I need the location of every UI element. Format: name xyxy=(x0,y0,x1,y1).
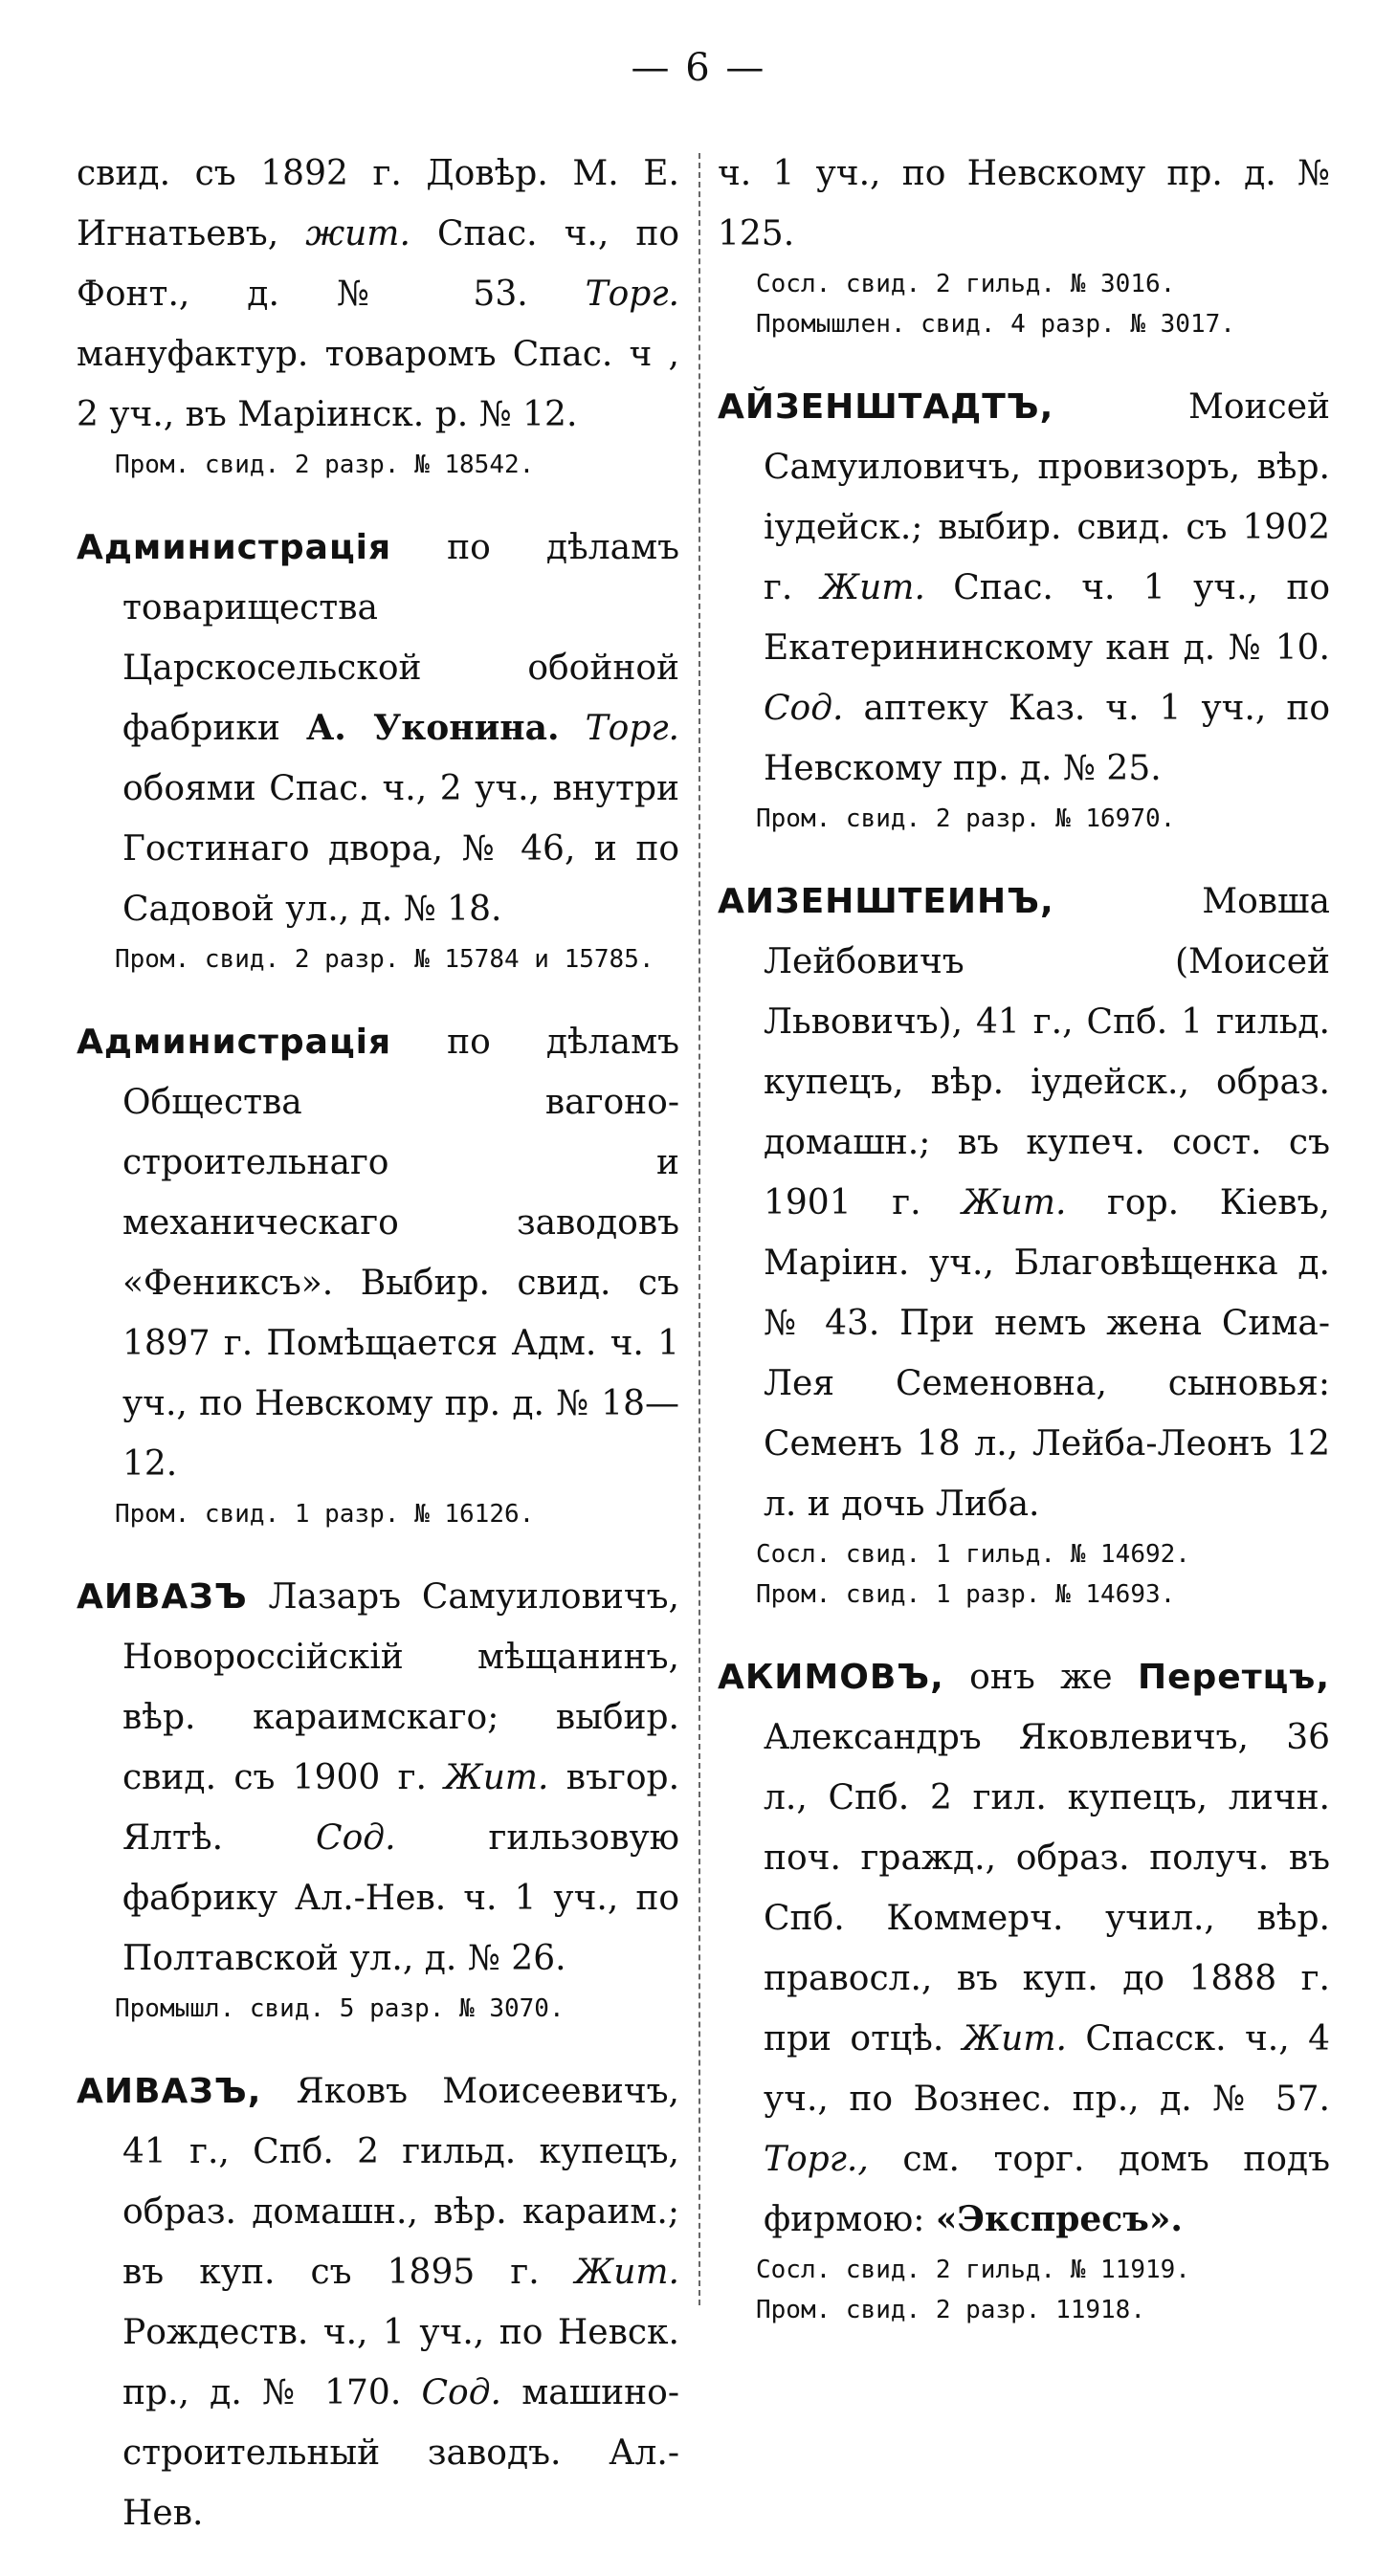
certificate-line: Сосл. свид. 1 гильд. № 14692. xyxy=(756,1540,1190,1569)
entry-aivaz-lazar xyxy=(77,1567,679,2029)
entry-administration-feniks xyxy=(77,1012,679,1534)
entry-headword: Администрація xyxy=(77,528,392,567)
entry-continuation xyxy=(77,143,679,485)
entry-headword: АИВАЗЪ, xyxy=(77,2072,262,2111)
certificate-line: Сосл. свид. 2 гильд. № 11919. xyxy=(756,2256,1190,2284)
entry-text: АИВАЗЪ Лазаръ Самуиловичъ, Новороссійскій мѣщанинъ, вѣр. караимскаго; выбир. свид. съ 1900 г. Жит. въгор. Ялтѣ. Сод. гильзовую фабрику Ал.-Нев. ч. 1 уч., по Полтавской ул., д. № 26. xyxy=(77,1577,680,1978)
entry-headword: Администрація xyxy=(77,1023,392,1062)
entry-text: свид. съ 1892 г. Довѣр. М. Е. Игнатьевъ, жит. Спас. ч., по Фонт., д. № 53. Торг. мануфактур. товаромъ Спас. ч , 2 уч., въ Маріинск. р. № 12. xyxy=(77,154,679,434)
entry-continuation xyxy=(718,143,1330,344)
entry-headword: АИВАЗЪ xyxy=(77,1577,248,1617)
entry-aizenshtadt xyxy=(718,377,1330,839)
certificate-line: Пром. свид. 2 разр. № 15784 и 15785. xyxy=(115,945,654,974)
entry-aivaz-yakov xyxy=(77,2061,679,2543)
entry-aizenshtein xyxy=(718,871,1330,1615)
column-divider xyxy=(698,153,700,2305)
certificate-line: Промышл. свид. 5 разр. № 3070. xyxy=(115,1994,565,2023)
left-column xyxy=(77,143,679,2576)
entry-administration-ukonin xyxy=(77,517,679,980)
entry-text: АИЗЕНШТЕИНЪ, Мовша Лейбовичъ (Моисей Львовичъ), 41 г., Спб. 1 гильд. купецъ, вѣр. іудейск., образ. домашн.; въ купеч. сост. съ 1901 г. Жит. гор. Кіевъ, Маріин. уч., Благовѣщенка д. № 43. При немъ жена Сима-Лея Семеновна, сыновья: Семенъ 18 л., Лейба-Леонъ 12 л. и дочь Либа. xyxy=(718,882,1330,1524)
entry-headword: АКИМОВЪ, xyxy=(718,1658,944,1697)
right-column xyxy=(718,143,1330,2363)
entry-text: АЙЗЕНШТАДТЪ, Моисей Самуиловичъ, провизоръ, вѣр. іудейск.; выбир. свид. съ 1902 г. Жит. Спас. ч. 1 уч., по Екатерининскому кан д. № 10. Сод. аптеку Каз. ч. 1 уч., по Невскому пр. д. № 25. xyxy=(718,387,1330,788)
certificate-line: Пром. свид. 2 разр. 11918. xyxy=(756,2296,1145,2324)
certificate-line: Пром. свид. 2 разр. № 18542. xyxy=(115,451,535,479)
certificate-line: Пром. свид. 1 разр. № 14693. xyxy=(756,1580,1176,1609)
certificate-line: Пром. свид. 2 разр. № 16970. xyxy=(756,804,1176,833)
certificate-line: Пром. свид. 1 разр. № 16126. xyxy=(115,1500,535,1529)
entry-text: АИВАЗЪ, Яковъ Моисеевичъ, 41 г., Спб. 2 гильд. купецъ, образ. домашн., вѣр. караим.; въ куп. съ 1895 г. Жит. Рождеств. ч., 1 уч., по Невск. пр., д. № 170. Сод. машино-строительный заводъ. Ал.-Нев. xyxy=(77,2072,679,2533)
entry-text: ч. 1 уч., по Невскому пр. д. № 125. xyxy=(718,154,1330,253)
certificate-line: Сосл. свид. 2 гильд. № 3016. xyxy=(756,270,1176,298)
entry-text: Администрація по дѣламъ товарищества Царскосельской обойной фабрики А. Уконина. Торг. обоями Спас. ч., 2 уч., внутри Гостинаго двора, № 46, и по Садовой ул., д. № 18. xyxy=(77,528,679,929)
certificate-line: Промышлен. свид. 4 разр. № 3017. xyxy=(756,310,1235,339)
entry-text: Администрація по дѣламъ Общества вагоно-строительнаго и механическаго заводовъ «Фениксъ». Выбир. свид. съ 1897 г. Помѣщается Адм. ч. 1 уч., по Невскому пр. д. № 18—12. xyxy=(77,1023,679,1484)
entry-headword: АЙЗЕНШТАДТЪ, xyxy=(718,387,1054,427)
entry-akimov xyxy=(718,1647,1330,2330)
entry-headword: АИЗЕНШТЕИНЪ, xyxy=(718,882,1054,921)
entry-text: АКИМОВЪ, онъ же Перетцъ, Александръ Яковлевичъ, 36 л., Спб. 2 гил. купецъ, личн. поч. гражд., образ. получ. въ Спб. Коммерч. учил., вѣр. правосл., въ куп. до 1888 г. при отцѣ. Жит. Спасск. ч., 4 уч., по Вознес. пр., д. № 57. Торг., см. торг. домъ подъ фирмою: «Экспресъ». xyxy=(718,1658,1330,2239)
page-number: — 6 — xyxy=(631,46,766,90)
